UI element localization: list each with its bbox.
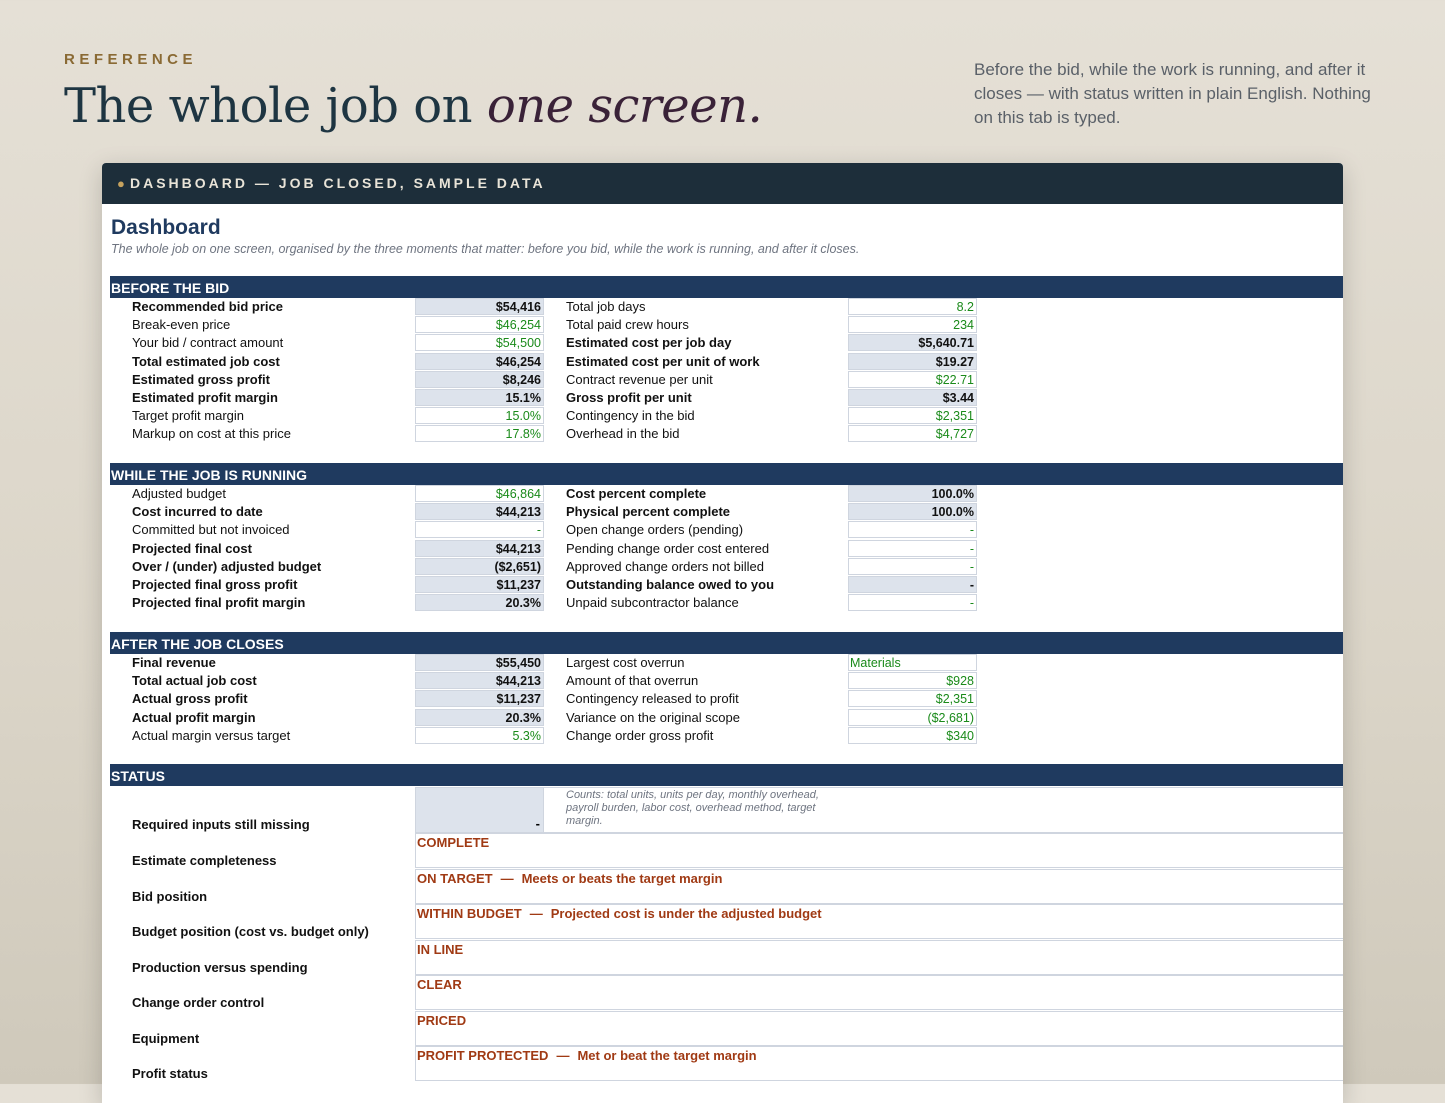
metric-value-cell[interactable]: - xyxy=(848,576,977,593)
metric-value-cell[interactable]: $928 xyxy=(848,672,977,689)
section-header-status: STATUS xyxy=(110,764,1343,786)
status-value: CLEAR xyxy=(417,977,462,992)
metric-label: Cost percent complete xyxy=(566,486,707,501)
status-value-cell[interactable] xyxy=(415,975,1343,1010)
metric-value-cell[interactable]: $2,351 xyxy=(848,407,977,424)
sheet-title: Dashboard xyxy=(111,216,221,239)
status-label: Change order control xyxy=(132,995,265,1010)
status-dot-icon: ● xyxy=(117,176,125,191)
metric-value-cell[interactable]: $4,727 xyxy=(848,425,977,442)
metric-value-cell[interactable]: $11,237 xyxy=(415,690,544,707)
section-header-running: WHILE THE JOB IS RUNNING xyxy=(110,463,1343,485)
metric-label: Your bid / contract amount xyxy=(132,335,284,351)
status-label: Bid position xyxy=(132,888,208,904)
metric-label: Total estimated job cost xyxy=(132,353,280,369)
metric-label: Actual profit margin xyxy=(132,709,256,725)
section-header-before: BEFORE THE BID xyxy=(110,276,1343,298)
status-value: ON TARGET xyxy=(417,870,493,886)
status-detail: Met or beat the target margin xyxy=(577,1048,757,1063)
table-row xyxy=(102,594,1343,612)
table-row xyxy=(102,540,1343,558)
headline-plain: The whole job on xyxy=(64,78,487,134)
status-detail: Projected cost is under the adjusted budget xyxy=(550,906,822,921)
table-row xyxy=(102,298,1343,316)
window-title: DASHBOARD — JOB CLOSED, SAMPLE DATA xyxy=(130,175,546,191)
status-value-cell[interactable] xyxy=(415,833,1343,868)
missing-inputs-note: Counts: total units, units per day, monthly overhead, payroll burden, labor cost, overhead method, target margin. xyxy=(566,789,819,827)
status-value: WITHIN BUDGET xyxy=(417,906,522,921)
metric-value-cell[interactable]: $44,213 xyxy=(415,503,544,520)
metric-label: Break-even price xyxy=(132,317,231,333)
metric-value-cell[interactable]: $8,246 xyxy=(415,371,544,388)
metric-label: Actual margin versus target xyxy=(132,727,291,743)
metric-label: Cost incurred to date xyxy=(132,504,263,520)
table-row xyxy=(102,485,1343,503)
metric-value-cell[interactable]: ($2,681) xyxy=(848,709,977,726)
missing-inputs-value: - xyxy=(535,816,540,831)
metric-label: Physical percent complete xyxy=(566,504,731,520)
metric-label: Pending change order cost entered xyxy=(566,540,770,556)
table-row xyxy=(102,389,1343,407)
metric-value-cell[interactable]: $46,254 xyxy=(415,316,544,333)
status-separator: — xyxy=(500,870,514,886)
metric-label: Approved change orders not billed xyxy=(566,558,765,574)
metric-value-cell[interactable]: $2,351 xyxy=(848,690,977,707)
status-label: Production versus spending xyxy=(132,959,308,975)
metric-label: Total actual job cost xyxy=(132,673,257,689)
metric-value-cell[interactable]: $340 xyxy=(848,727,977,744)
metric-value-cell[interactable]: - xyxy=(848,521,977,538)
metric-value-cell[interactable]: $19.27 xyxy=(848,353,977,370)
status-value: PROFIT PROTECTED xyxy=(417,1048,549,1063)
table-row xyxy=(102,503,1343,521)
metric-value-cell[interactable]: 20.3% xyxy=(415,594,544,611)
status-separator: — xyxy=(556,1048,570,1063)
metric-value-cell[interactable]: $54,500 xyxy=(415,334,544,351)
status-value: IN LINE xyxy=(417,941,464,957)
table-row xyxy=(102,407,1343,425)
status-value: PRICED xyxy=(417,1012,467,1028)
metric-label: Variance on the original scope xyxy=(566,709,740,725)
status-label: Equipment xyxy=(132,1030,200,1046)
table-row xyxy=(102,709,1343,727)
metric-value-cell[interactable]: 8.2 xyxy=(848,298,977,315)
metric-label: Actual gross profit xyxy=(132,691,248,707)
metric-label: Projected final gross profit xyxy=(132,577,298,592)
metric-label: Projected final cost xyxy=(132,540,252,556)
table-row xyxy=(102,371,1343,389)
metric-value-cell[interactable]: 15.0% xyxy=(415,407,544,424)
metric-label: Estimated gross profit xyxy=(132,371,270,387)
metric-label: Estimated cost per job day xyxy=(566,335,732,351)
status-label: Profit status xyxy=(132,1066,208,1081)
metric-value-cell[interactable]: $5,640.71 xyxy=(848,334,977,351)
status-value-cell[interactable] xyxy=(415,869,1343,904)
metric-label: Open change orders (pending) xyxy=(566,522,744,538)
metric-label: Projected final profit margin xyxy=(132,595,306,611)
headline-emphasis: one screen. xyxy=(486,78,763,134)
metric-label: Estimated profit margin xyxy=(132,390,278,405)
page-headline xyxy=(64,78,762,134)
dashboard-window xyxy=(102,163,1343,1103)
metric-label: Contingency released to profit xyxy=(566,691,739,707)
table-row xyxy=(102,576,1343,594)
metric-label: Overhead in the bid xyxy=(566,426,680,442)
status-label: Estimate completeness xyxy=(132,853,277,868)
metric-label: Largest cost overrun xyxy=(566,655,685,670)
metric-label: Total job days xyxy=(566,299,646,314)
spreadsheet xyxy=(102,204,1343,1103)
metric-label: Change order gross profit xyxy=(566,727,714,743)
metric-value-cell[interactable]: $22.71 xyxy=(848,371,977,388)
status-separator: — xyxy=(529,906,543,921)
metric-value-cell[interactable]: $11,237 xyxy=(415,576,544,593)
metric-value-cell[interactable]: 20.3% xyxy=(415,709,544,726)
metric-label: Estimated cost per unit of work xyxy=(566,353,760,369)
missing-inputs-cell[interactable] xyxy=(415,787,544,833)
metric-value-cell[interactable]: 5.3% xyxy=(415,727,544,744)
metric-value-cell[interactable]: $46,254 xyxy=(415,353,544,370)
section-header-after: AFTER THE JOB CLOSES xyxy=(110,632,1343,654)
sheet-subtitle: The whole job on one screen, organised by the three moments that matter: before you bid, while the work is running, and after it closes. xyxy=(111,242,860,256)
metric-value-cell[interactable]: 17.8% xyxy=(415,425,544,442)
metric-value-cell[interactable]: $55,450 xyxy=(415,654,544,671)
metric-value-cell[interactable]: ($2,651) xyxy=(415,558,544,575)
table-row xyxy=(102,521,1343,539)
metric-label: Committed but not invoiced xyxy=(132,522,290,538)
metric-value-cell[interactable]: - xyxy=(848,594,977,611)
status-label: Budget position (cost vs. budget only) xyxy=(132,924,369,939)
metric-label: Contract revenue per unit xyxy=(566,371,713,387)
status-detail: Meets or beats the target margin xyxy=(521,870,723,886)
metric-value-cell[interactable]: 100.0% xyxy=(848,485,977,502)
eyebrow: REFERENCE xyxy=(64,51,198,68)
metric-value-cell[interactable]: 234 xyxy=(848,316,977,333)
window-titlebar xyxy=(102,163,1343,204)
table-row xyxy=(102,727,1343,745)
status-value-cell[interactable] xyxy=(415,940,1343,975)
metric-label: Final revenue xyxy=(132,655,216,670)
table-row xyxy=(102,654,1343,672)
status-value-cell[interactable] xyxy=(415,1011,1343,1046)
metric-label: Contingency in the bid xyxy=(566,408,695,424)
metric-value-cell[interactable]: - xyxy=(848,540,977,557)
table-row xyxy=(102,316,1343,334)
table-row xyxy=(102,353,1343,371)
metric-label: Over / (under) adjusted budget xyxy=(132,558,322,574)
metric-value-cell[interactable]: 100.0% xyxy=(848,503,977,520)
metric-label: Amount of that overrun xyxy=(566,673,699,689)
table-row xyxy=(102,425,1343,443)
metric-value-cell[interactable]: - xyxy=(848,558,977,575)
metric-value-cell[interactable]: $46,864 xyxy=(415,485,544,502)
table-row xyxy=(102,334,1343,352)
metric-label: Gross profit per unit xyxy=(566,390,692,405)
metric-label: Adjusted budget xyxy=(132,486,226,501)
metric-value-cell[interactable]: $44,213 xyxy=(415,672,544,689)
metric-label: Outstanding balance owed to you xyxy=(566,577,775,592)
metric-value-cell[interactable]: $3.44 xyxy=(848,389,977,406)
intro-text: Before the bid, while the work is running, and after it closes — with status written in plain English. Nothing on this tab is typed. xyxy=(974,60,1371,127)
metric-label: Recommended bid price xyxy=(132,299,283,314)
status-value-cell[interactable] xyxy=(415,1046,1343,1081)
table-row xyxy=(102,690,1343,708)
metric-label: Total paid crew hours xyxy=(566,317,689,333)
metric-value-cell[interactable]: 15.1% xyxy=(415,389,544,406)
metric-label: Target profit margin xyxy=(132,408,244,424)
status-value-cell[interactable] xyxy=(415,904,1343,939)
metric-value-cell[interactable]: $44,213 xyxy=(415,540,544,557)
metric-value-cell[interactable]: Materials xyxy=(848,654,977,671)
missing-inputs-label: Required inputs still missing xyxy=(132,817,310,832)
table-row xyxy=(102,558,1343,576)
metric-label: Markup on cost at this price xyxy=(132,426,291,442)
metric-value-cell[interactable]: - xyxy=(415,521,544,538)
metric-label: Unpaid subcontractor balance xyxy=(566,595,739,611)
table-row xyxy=(102,672,1343,690)
metric-value-cell[interactable]: $54,416 xyxy=(415,298,544,315)
status-value: COMPLETE xyxy=(417,835,490,850)
